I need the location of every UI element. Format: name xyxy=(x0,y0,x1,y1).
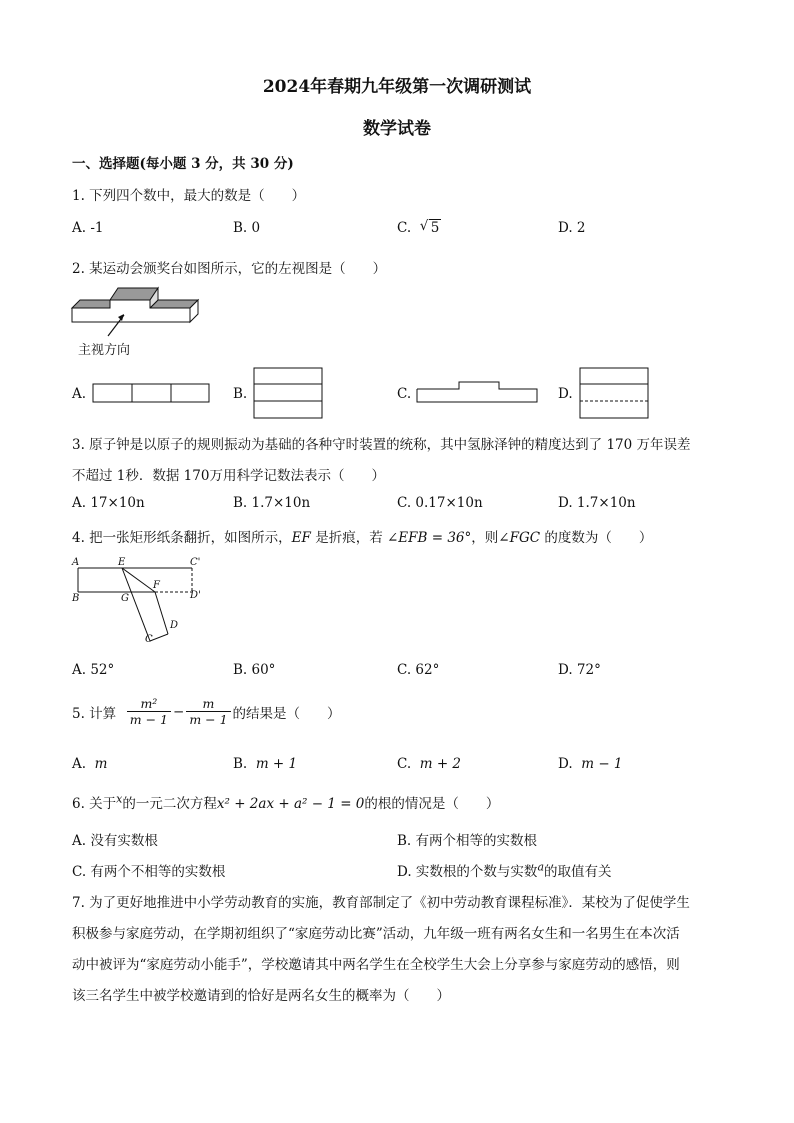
question-4-option-a: A. 52° xyxy=(72,662,115,678)
sqrt-symbol: √ 5 xyxy=(419,218,440,236)
option-d-figure xyxy=(579,367,651,421)
question-6-stem: 6. 关于$^x$的一元二次方程x² + 2ax + a² − 1 = 0的根的情况是（ ） xyxy=(72,792,500,812)
question-1-option-c: C. √ 5 xyxy=(397,218,440,236)
question-2-option-d: D. xyxy=(558,386,573,402)
fraction-1: $\frac{\text{m²}}{m - 1}$ xyxy=(127,696,171,727)
podium-figure xyxy=(70,284,205,344)
question-2-option-c: C. xyxy=(397,386,412,402)
question-3-option-c: C. 0.17×10n xyxy=(397,495,483,511)
question-5-option-b: B. m + 1 xyxy=(233,756,298,772)
question-3-option-a: A. 17×10n xyxy=(72,495,145,511)
question-6-option-b: B. 有两个相等的实数根 xyxy=(397,833,538,849)
fig4-label-c-prime: C' xyxy=(190,557,201,568)
question-2-stem: 2. 某运动会颁奖台如图所示，它的左视图是（ ） xyxy=(72,261,387,277)
option-b-figure xyxy=(253,367,325,421)
question-7-line-1: 7. 为了更好地推进中小学劳动教育的实施，教育部制定了《初中劳动教育课程标准》．某校为了促使学生 xyxy=(72,895,690,911)
question-1-stem: 1. 下列四个数中，最大的数是（ ） xyxy=(72,188,306,204)
question-7-line-4: 该三名学生中被学校邀请到的恰好是两名女生的概率为（ ） xyxy=(72,988,450,1004)
question-2-option-a: A. xyxy=(72,386,87,402)
question-5-option-d: D. m − 1 xyxy=(558,756,623,772)
fig4-label-b: B xyxy=(72,593,80,604)
page-subtitle: 数学试卷 xyxy=(363,119,431,139)
fig4-label-d: D xyxy=(170,620,179,631)
question-5-option-c: C. m + 2 xyxy=(397,756,462,772)
question-4-option-d: D. 72° xyxy=(558,662,601,678)
question-6-option-c: C. 有两个不相等的实数根 xyxy=(72,864,226,880)
option-a-figure xyxy=(92,383,212,405)
fig4-label-c: C xyxy=(145,634,153,645)
question-6-option-a: A. 没有实数根 xyxy=(72,833,158,849)
question-1-option-b: B. 0 xyxy=(233,220,261,236)
fig4-label-g: G xyxy=(121,593,129,604)
question-3-line-2: 不超过 1秒．数据 170万用科学记数法表示（ ） xyxy=(72,468,385,484)
section-heading: 一、选择题(每小题 3 分，共 30 分) xyxy=(72,156,294,172)
page-title: 2024年春期九年级第一次调研测试 xyxy=(262,77,532,97)
question-5-option-a: A. m xyxy=(72,756,108,772)
question-1-option-a: A. -1 xyxy=(72,220,104,236)
question-1-option-d: D. 2 xyxy=(558,220,586,236)
question-3-line-1: 3. 原子钟是以原子的规则振动为基础的各种守时装置的统称，其中氢脉泽钟的精度达到了 170 万年误差 xyxy=(72,437,691,453)
question-7-line-3: 动中被评为“家庭劳动小能手”，学校邀请其中两名学生在全校学生大会上分享参与家庭劳动的感悟，则 xyxy=(72,957,680,973)
fraction-2: $\frac{m}{m - 1}$ xyxy=(186,696,230,727)
view-direction-caption: 主视方向 xyxy=(78,343,131,358)
question-4-option-b: B. 60° xyxy=(233,662,276,678)
question-7-line-2: 积极参与家庭劳动，在学期初组织了“家庭劳动比赛”活动，九年级一班有两名女生和一名男生在本次活 xyxy=(72,926,680,942)
question-2-option-b: B. xyxy=(233,386,248,402)
question-4-stem: 4. 把一张矩形纸条翻折，如图所示，EF 是折痕，若 ∠EFB = 36°，则∠FGC 的度数为（ ） xyxy=(72,530,653,546)
fig4-label-d-prime: D' xyxy=(190,590,201,601)
question-3-option-d: D. 1.7×10n xyxy=(558,495,636,511)
fig4-label-a: A xyxy=(72,557,80,568)
question-4-option-c: C. 62° xyxy=(397,662,440,678)
fold-figure xyxy=(70,556,210,648)
fig4-label-f: F xyxy=(153,580,160,591)
question-5-stem: 5. 计算 $\frac{\text{m²}}{m - 1}$ − $\frac{m}{m - 1}$ 的结果是（ ） xyxy=(72,696,341,727)
option-c-figure xyxy=(415,379,541,405)
question-6-option-d: D. 实数根的个数与实数$^a$的取值有关 xyxy=(397,860,612,880)
question-3-option-b: B. 1.7×10n xyxy=(233,495,311,511)
fig4-label-e: E xyxy=(118,557,126,568)
